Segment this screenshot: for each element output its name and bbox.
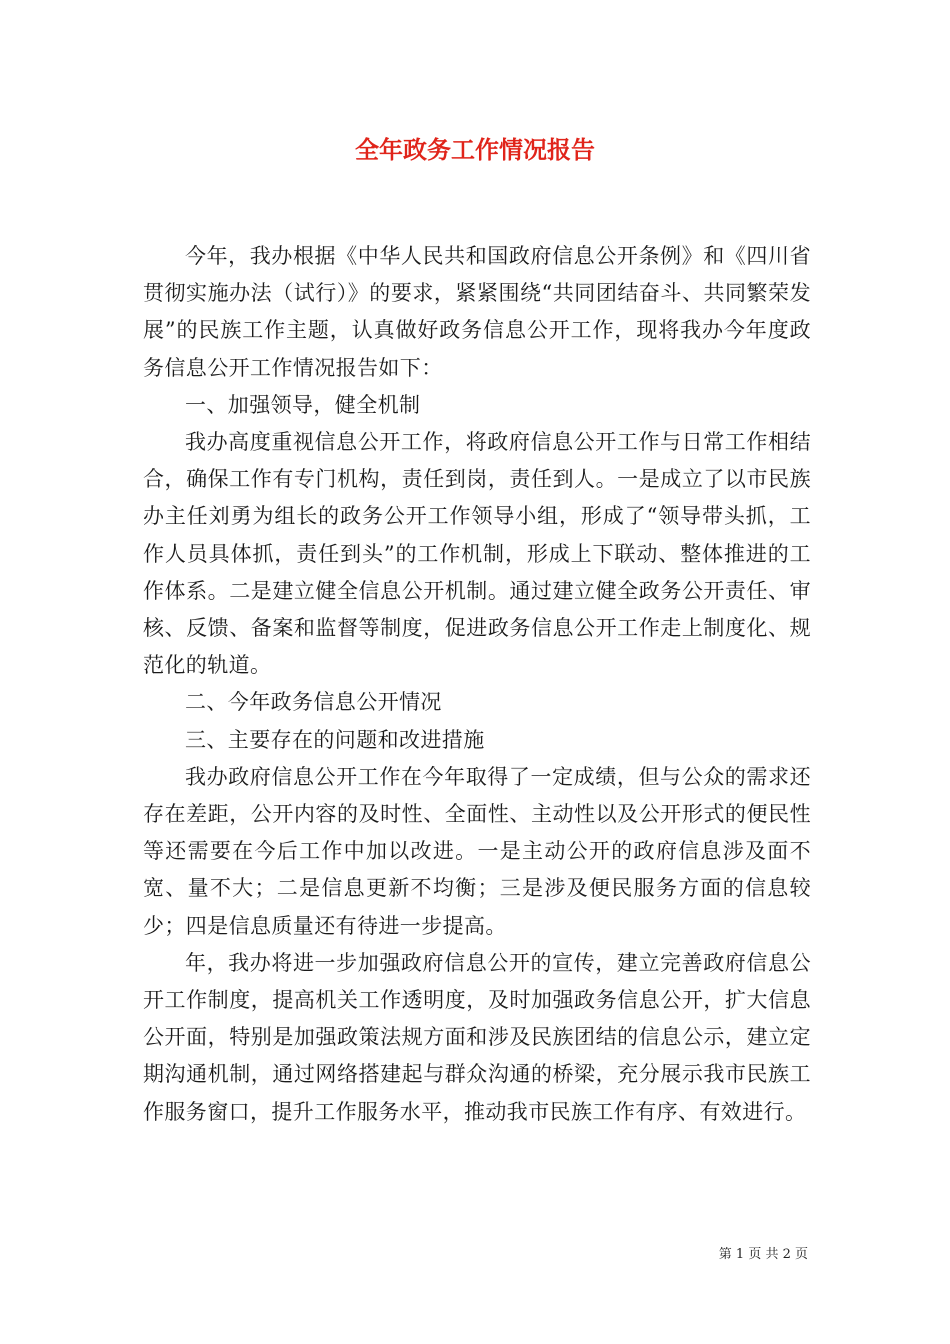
page-number: 第 1 页 共 2 页 bbox=[718, 1247, 808, 1262]
section-heading-2: 二、今年政务信息公开情况 bbox=[185, 690, 442, 715]
intro-paragraph: 今年，我办根据《中华人民共和国政府信息公开条例》和《四川省贯彻实施办法（试行）》的要求，紧紧围绕“共同团结奋斗、共同繁荣发展”的民族工作主题，认真做好政务信息公开工作，现将我办今年度政务信息公开工作情况报告如下： bbox=[143, 244, 811, 380]
document-title: 全年政务工作情况报告 bbox=[355, 135, 595, 164]
section-1-paragraph: 我办高度重视信息公开工作，将政府信息公开工作与日常工作相结合，确保工作有专门机构，责任到岗，责任到人。一是成立了以市民族办主任刘勇为组长的政务公开工作领导小组，形成了“领导带头抓，工作人员具体抓，责任到头”的工作机制，形成上下联动、整体推进的工作体系。二是建立健全信息公开机制。通过建立健全政务公开责任、审核、反馈、备案和监督等制度，促进政务信息公开工作走上制度化、规范化的轨道。 bbox=[143, 430, 811, 678]
section-heading-1: 一、加强领导，健全机制 bbox=[185, 392, 421, 417]
section-heading-3: 三、主要存在的问题和改进措施 bbox=[185, 727, 485, 752]
section-3-paragraph: 我办政府信息公开工作在今年取得了一定成绩，但与公众的需求还存在差距，公开内容的及时性、全面性、主动性以及公开形式的便民性等还需要在今后工作中加以改进。一是主动公开的政府信息涉及面不宽、量不大；二是信息更新不均衡；三是涉及便民服务方面的信息较少；四是信息质量还有待进一步提高。 bbox=[143, 764, 811, 938]
document-body bbox=[143, 238, 811, 1131]
closing-paragraph: 年，我办将进一步加强政府信息公开的宣传，建立完善政府信息公开工作制度，提高机关工作透明度，及时加强政务信息公开，扩大信息公开面，特别是加强政策法规方面和涉及民族团结的信息公示，建立定期沟通机制，通过网络搭建起与群众沟通的桥梁，充分展示我市民族工作服务窗口，提升工作服务水平，推动我市民族工作有序、有效进行。 bbox=[143, 950, 811, 1124]
